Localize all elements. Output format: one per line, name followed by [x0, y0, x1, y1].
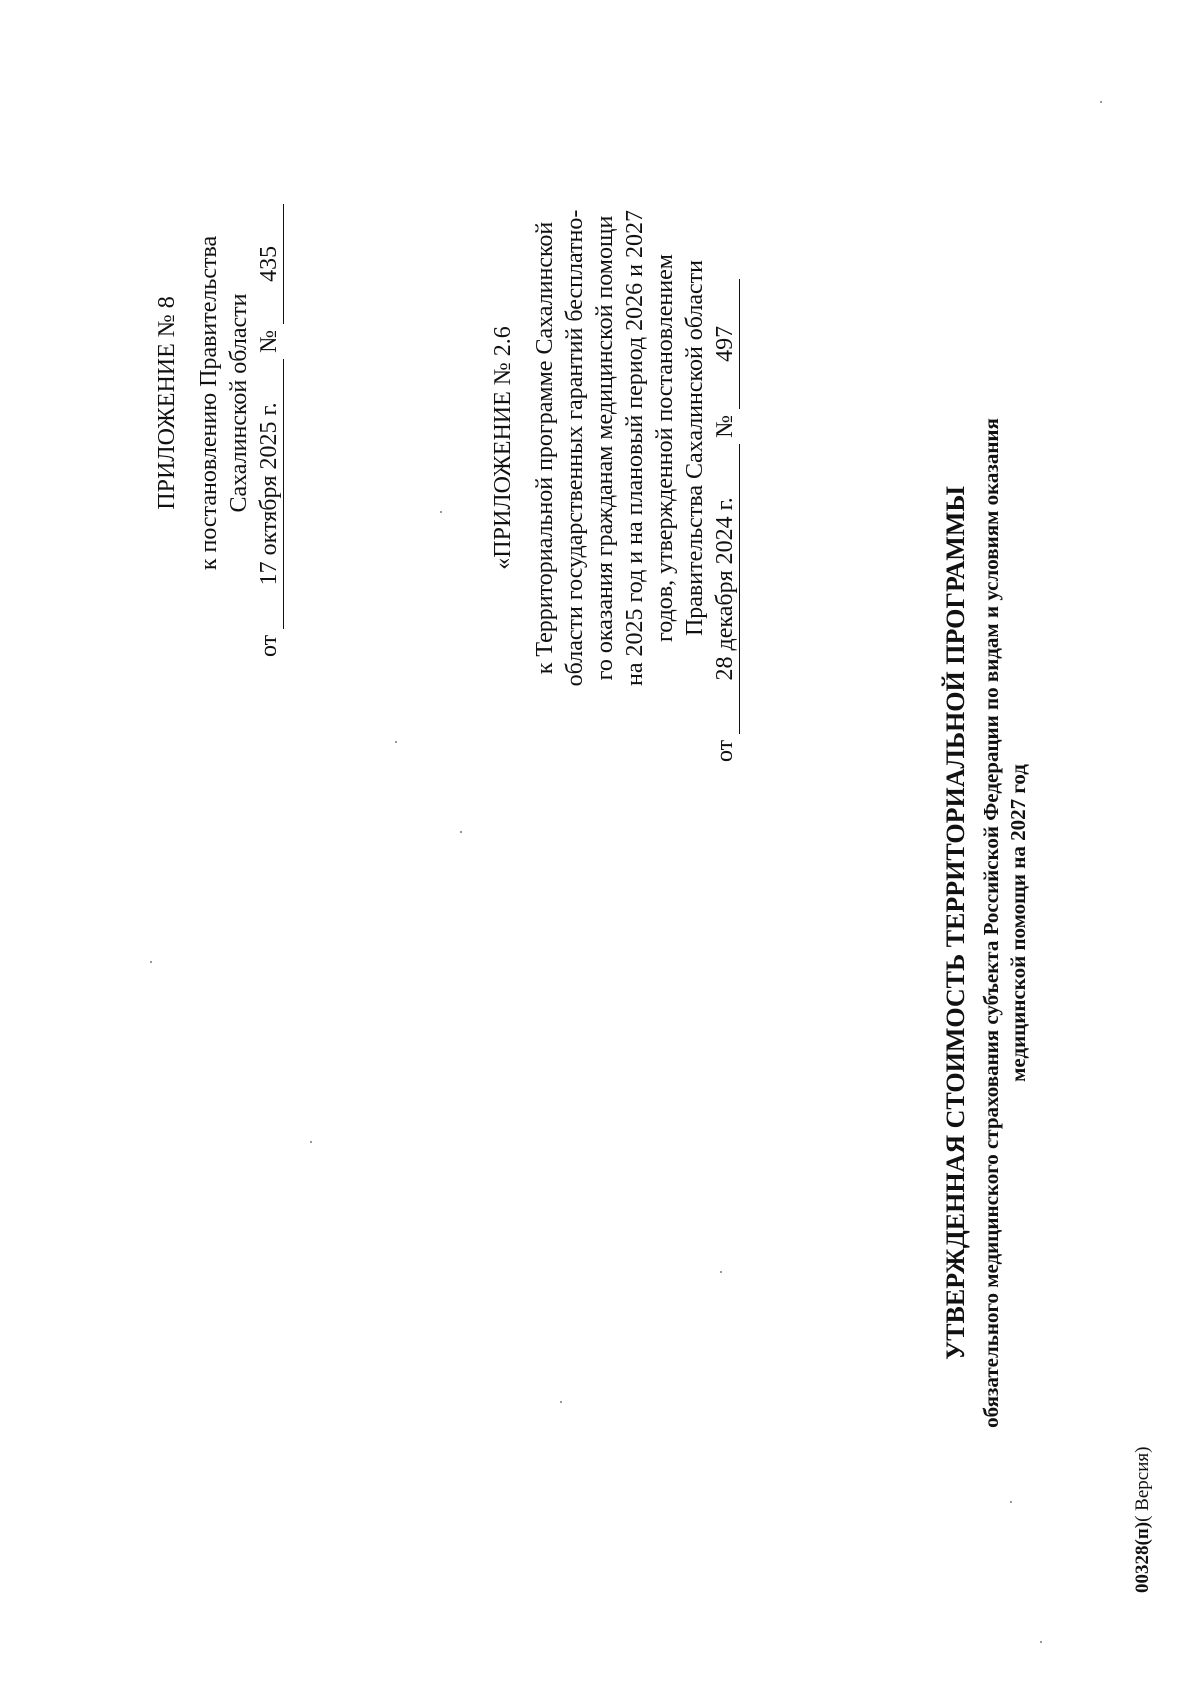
scan-speck [150, 961, 152, 963]
appendix-8-signature-row [254, 143, 284, 663]
appendix-8-date: 17 октября 2025 г. [255, 359, 284, 629]
appendix-2-6-line: го оказания гражданам медицинской помощи [592, 215, 618, 681]
appendix-2-6-block [488, 128, 740, 768]
scan-speck [1010, 1501, 1012, 1503]
appendix-2-6-line: области государственных гарантий бесплатно- [562, 209, 588, 687]
scan-speck [440, 511, 442, 513]
appendix-2-6-number: 497 [711, 279, 740, 409]
appendix-8-line: к постановлению Правительства [196, 235, 222, 571]
appendix-2-6-line: годов, утвержденной постановлением [652, 254, 678, 642]
from-label: от [712, 739, 738, 762]
appendix-2-6-line: на 2025 год и на плановый период 2026 и 2027 [622, 210, 648, 686]
document-code: 00328(п) [1132, 1521, 1153, 1593]
scan-speck [720, 1271, 722, 1273]
scan-speck [1100, 101, 1102, 103]
appendix-2-6-date: 28 декабря 2024 г. [711, 444, 740, 734]
appendix-2-6-line: Правительства Сахалинской области [682, 259, 708, 637]
title-main: УТВЕРЖДЕННАЯ СТОИМОСТЬ ТЕРРИТОРИАЛЬНОЙ ПРОГРАММЫ [941, 486, 970, 1360]
number-label: № [256, 329, 282, 353]
appendix-8-number: 435 [255, 204, 284, 324]
scan-speck [460, 831, 462, 833]
scan-speck [1040, 1641, 1042, 1643]
document-version: ( Версия) [1132, 1446, 1153, 1522]
from-label: от [256, 634, 282, 657]
scan-speck [310, 1141, 312, 1143]
scan-speck [560, 1401, 562, 1403]
appendix-2-6-signature-row [710, 128, 740, 768]
appendix-8-block [152, 143, 284, 663]
appendix-2-6-heading: «ПРИЛОЖЕНИЕ № 2.6 [490, 326, 516, 570]
scan-speck [395, 741, 397, 743]
appendix-2-6-line: к Территориальной программе Сахалинской [532, 221, 558, 675]
title-subtitle-line: медицинской помощи на 2027 год [1006, 764, 1030, 1082]
appendix-8-line: Сахалинской области [226, 293, 252, 513]
appendix-8-heading: ПРИЛОЖЕНИЕ № 8 [154, 296, 180, 510]
number-label: № [712, 414, 738, 438]
footer-code [1132, 1447, 1154, 1593]
document-title [940, 223, 1032, 1623]
title-subtitle-line: обязательного медицинского страхования субъекта Российской Федерации по видам и условиям оказания [979, 418, 1003, 1428]
